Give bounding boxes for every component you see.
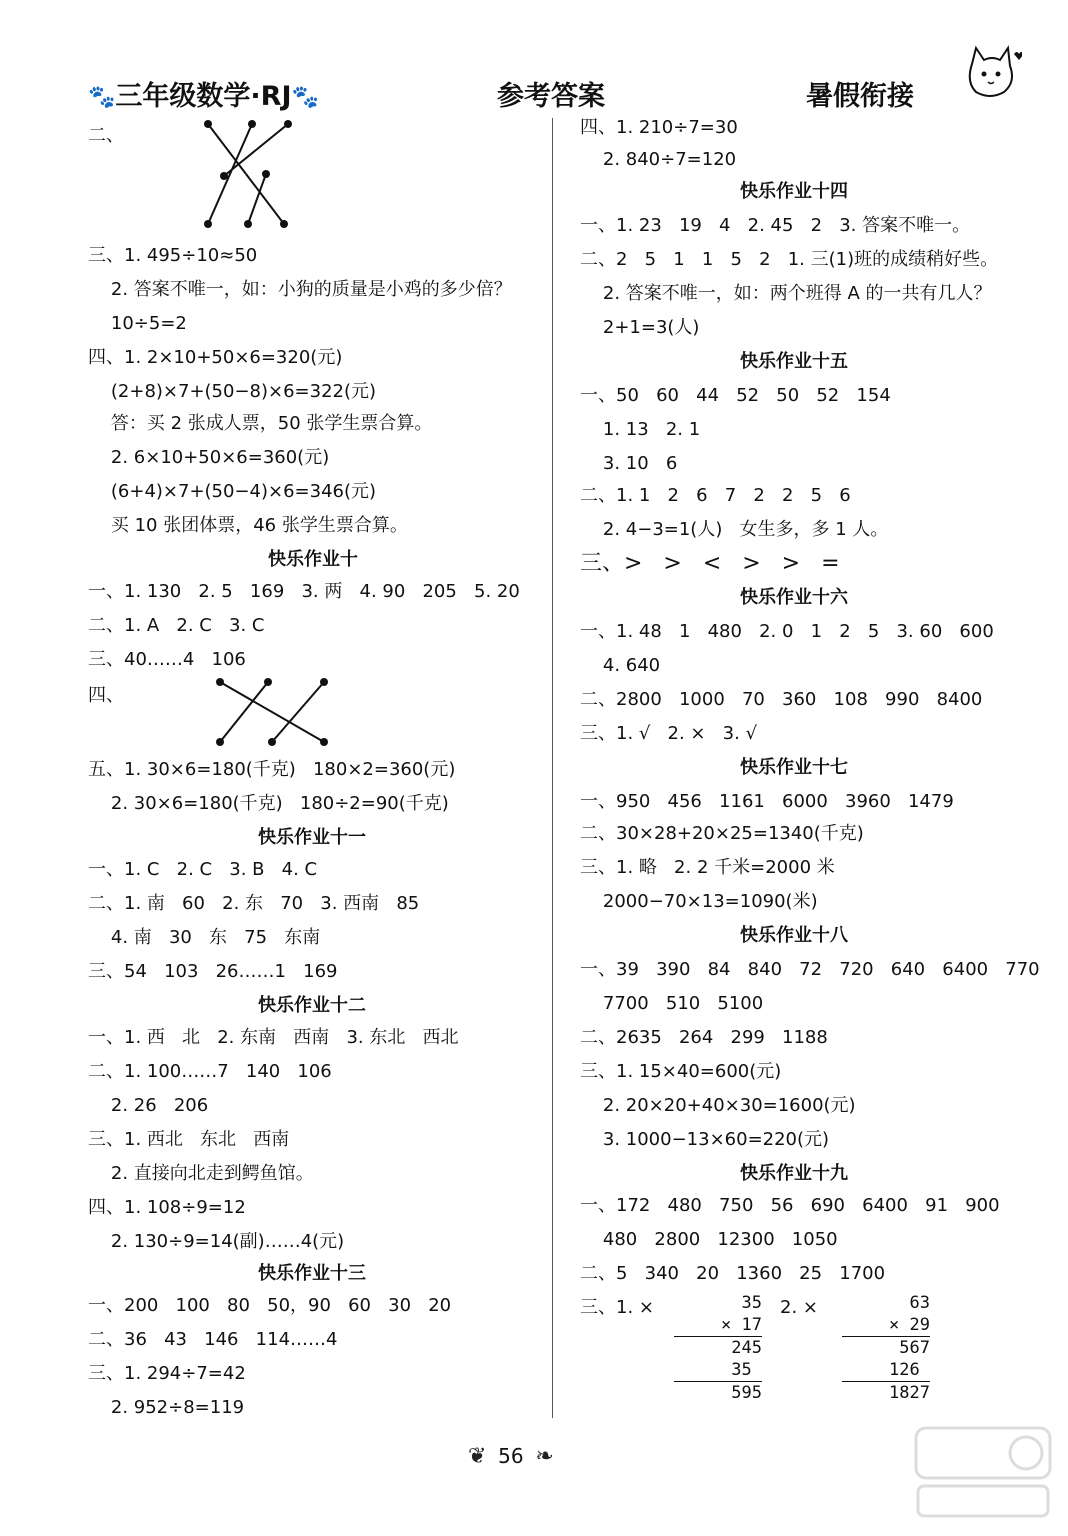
list-item: 三、1. ×	[580, 1297, 654, 1318]
calc-multiplier: × 17	[721, 1315, 762, 1335]
list-item: 三、1. 495÷10≈50	[88, 245, 258, 266]
paw-icon: 🐾	[88, 85, 116, 110]
list-item: 2. 20×20+40×30=1600(元)	[580, 1095, 856, 1116]
calc-partial: 567	[842, 1336, 930, 1359]
list-item: 五、1. 30×6=180(千克) 180×2=360(元)	[88, 759, 456, 780]
list-item: 四、	[88, 685, 124, 706]
list-item: 2. 6×10+50×6=360(元)	[88, 447, 330, 468]
calc-multiplier: × 29	[889, 1315, 930, 1335]
list-item: 二、2800 1000 70 360 108 990 8400	[580, 689, 983, 710]
list-item: 3. 1000−13×60=220(元)	[580, 1129, 830, 1150]
calc-partial: 245	[674, 1336, 762, 1359]
list-item: 一、1. C 2. C 3. B 4. C	[88, 859, 318, 880]
list-item: 480 2800 12300 1050	[580, 1229, 838, 1250]
list-item: 二、36 43 146 114……4	[88, 1329, 338, 1350]
section-title: 快乐作业十八	[740, 925, 848, 946]
list-item: 2. ×	[780, 1297, 818, 1318]
calc-result: 595	[674, 1381, 762, 1404]
matching-lines-diagram	[198, 118, 308, 230]
list-item: 三、1. 西北 东北 西南	[88, 1129, 290, 1150]
list-item: 2. 130÷9=14(副)……4(元)	[88, 1231, 345, 1252]
column-divider	[552, 118, 553, 1418]
calc-partial: 35	[731, 1360, 762, 1380]
list-item: 二、1. A 2. C 3. C	[88, 615, 265, 636]
matching-lines-diagram	[212, 676, 334, 750]
section-title: 快乐作业十二	[258, 995, 366, 1016]
list-item: 买 10 张团体票，46 张学生票合算。	[88, 515, 408, 536]
list-item: 一、950 456 1161 6000 3960 1479	[580, 791, 954, 812]
section-title: 快乐作业十九	[740, 1163, 848, 1184]
list-item: 7700 510 5100	[580, 993, 764, 1014]
list-item: 2. 答案不唯一，如：两个班得 A 的一共有几人？	[580, 283, 992, 304]
list-item: 三、> > < > > =	[580, 551, 840, 576]
list-item: 三、1. √ 2. × 3. √	[580, 723, 758, 744]
list-item: 二、1. 100……7 140 106	[88, 1061, 332, 1082]
page-number-group	[468, 1444, 554, 1469]
calc-result: 1827	[842, 1381, 930, 1404]
list-item: 2. 直接向北走到鳄鱼馆。	[88, 1163, 314, 1184]
series-title: 暑假衔接	[806, 81, 914, 112]
section-title: 快乐作业十三	[258, 1263, 366, 1284]
list-item: 三、1. 294÷7=42	[88, 1363, 246, 1384]
list-item: 四、1. 2×10+50×6=320(元)	[88, 347, 343, 368]
list-item: 2. 30×6=180(千克) 180÷2=90(千克)	[88, 793, 449, 814]
list-item: 三、1. 15×40=600(元)	[580, 1061, 782, 1082]
list-item: (2+8)×7+(50−8)×6=322(元)	[88, 381, 377, 402]
list-item: 2+1=3(人)	[580, 317, 700, 338]
list-item: 二、	[88, 125, 124, 146]
list-item: 10÷5=2	[88, 313, 187, 334]
leaf-sprig-icon: ❦	[468, 1444, 487, 1469]
list-item: 四、1. 108÷9=12	[88, 1197, 246, 1218]
list-item: 三、40……4 106	[88, 649, 246, 670]
list-item: 1. 13 2. 1	[580, 419, 701, 440]
list-item: 一、1. 23 19 4 2. 45 2 3. 答案不唯一。	[580, 215, 971, 236]
list-item: 一、50 60 44 52 50 52 154	[580, 385, 891, 406]
subject-title: 三年级数学·RJ	[115, 81, 292, 112]
section-title: 快乐作业十七	[740, 757, 848, 778]
list-item: (6+4)×7+(50−4)×6=346(元)	[88, 481, 377, 502]
list-item: 答：买 2 张成人票，50 张学生票合算。	[88, 413, 433, 434]
page-number: 56	[498, 1444, 524, 1468]
section-title: 快乐作业十四	[740, 181, 848, 202]
section-title: 快乐作业十	[268, 549, 358, 570]
section-title: 快乐作业十一	[258, 827, 366, 848]
section-title: 快乐作业十五	[740, 351, 848, 372]
paw-icon: 🐾	[291, 85, 319, 110]
list-item: 2. 答案不唯一，如：小狗的质量是小鸡的多少倍？	[88, 279, 512, 300]
list-item: 一、172 480 750 56 690 6400 91 900	[580, 1195, 1000, 1216]
calc-operand: 35	[741, 1293, 762, 1313]
list-item: 一、39 390 84 840 72 720 640 6400 770	[580, 959, 1040, 980]
page-title: 参考答案	[497, 81, 605, 112]
calc-operand: 63	[909, 1293, 930, 1313]
list-item: 2000−70×13=1090(米)	[580, 891, 818, 912]
list-item: 二、1. 1 2 6 7 2 2 5 6	[580, 485, 851, 506]
list-item: 四、1. 210÷7=30	[580, 117, 738, 138]
list-item: 三、54 103 26……1 169	[88, 961, 338, 982]
list-item: 3. 10 6	[580, 453, 678, 474]
list-item: 三、1. 略 2. 2 千米=2000 米	[580, 857, 835, 878]
list-item: 2. 952÷8=119	[88, 1397, 245, 1418]
vertical-calculation	[842, 1292, 930, 1404]
list-item: 二、2635 264 299 1188	[580, 1027, 828, 1048]
list-item: 2. 4−3=1(人) 女生多，多 1 人。	[580, 519, 889, 540]
section-title: 快乐作业十六	[740, 587, 848, 608]
list-item: 4. 640	[580, 655, 661, 676]
list-item: 2. 840÷7=120	[580, 149, 737, 170]
vertical-calculation	[674, 1292, 762, 1404]
watermark-logo	[908, 1418, 1058, 1528]
list-item: 一、1. 48 1 480 2. 0 1 2 5 3. 60 600	[580, 621, 994, 642]
list-item: 一、1. 130 2. 5 169 3. 两 4. 90 205 5. 20	[88, 581, 520, 602]
list-item: 二、5 340 20 1360 25 1700	[580, 1263, 886, 1284]
list-item: 4. 南 30 东 75 东南	[88, 927, 321, 948]
calc-partial: 126	[889, 1360, 930, 1380]
list-item: 二、1. 南 60 2. 东 70 3. 西南 85	[88, 893, 420, 914]
list-item: 一、1. 西 北 2. 东南 西南 3. 东北 西北	[88, 1027, 459, 1048]
cartoon-cat-icon	[958, 42, 1022, 106]
header-left-title	[88, 74, 319, 113]
list-item: 一、200 100 80 50，90 60 30 20	[88, 1295, 452, 1316]
leaf-sprig-icon: ❧	[535, 1444, 554, 1469]
list-item: 二、30×28+20×25=1340(千克)	[580, 823, 864, 844]
list-item: 二、2 5 1 1 5 2 1. 三(1)班的成绩稍好些。	[580, 249, 999, 270]
list-item: 2. 26 206	[88, 1095, 209, 1116]
